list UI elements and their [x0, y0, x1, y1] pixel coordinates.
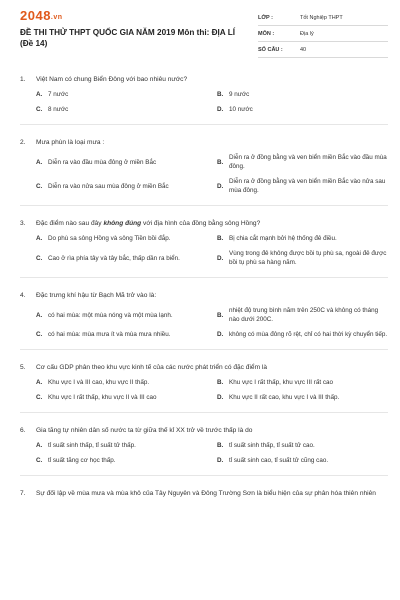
option-text: 8 nước: [48, 106, 69, 113]
question-emphasis: không đúng: [103, 220, 142, 227]
option-text: Diễn ra vào đầu mùa đông ở miền Bắc: [48, 158, 157, 166]
answer-option[interactable]: [36, 234, 207, 243]
option-text: 9 nước: [229, 91, 250, 98]
option-letter: C.: [36, 182, 43, 190]
option-text: nhiệt độ trung bình năm trên 250C và không có tháng nào dưới 200C.: [229, 307, 379, 323]
answer-option[interactable]: [217, 249, 388, 267]
exam-meta: [258, 10, 388, 58]
answer-option[interactable]: [36, 393, 207, 402]
option-letter: B.: [217, 379, 224, 386]
answer-option[interactable]: [217, 153, 388, 171]
option-letter: D.: [217, 182, 224, 190]
option-text: Khu vực I rất thấp, khu vực II và III cao: [48, 394, 157, 401]
answer-option[interactable]: [217, 234, 388, 243]
answer-option[interactable]: [217, 306, 388, 324]
question-text-part: với địa hình của đồng bằng sông Hồng?: [141, 220, 261, 227]
answer-option[interactable]: [217, 378, 388, 387]
option-letter: A.: [36, 235, 43, 242]
option-text: có hai mùa: một mùa nóng và một mùa lạnh.: [48, 311, 173, 319]
answer-option[interactable]: [36, 177, 207, 195]
option-letter: D.: [217, 394, 224, 401]
question-1: [20, 75, 388, 125]
answer-option[interactable]: [217, 441, 388, 450]
question-number: 5.: [20, 364, 26, 371]
question-3: [20, 219, 388, 278]
answer-options: [36, 153, 388, 195]
question-6: [20, 426, 388, 476]
question-divider: [20, 124, 388, 125]
question-stem: [20, 219, 388, 229]
answer-option[interactable]: [217, 330, 388, 339]
question-stem: [20, 489, 388, 499]
option-text: Bị chia cắt mạnh bởi hệ thống đê điều.: [229, 235, 337, 242]
answer-option[interactable]: [36, 153, 207, 171]
answer-options: [36, 234, 388, 267]
question-divider: [20, 277, 388, 278]
answer-option[interactable]: [36, 441, 207, 450]
question-number: 7.: [20, 490, 26, 497]
question-divider: [20, 349, 388, 350]
question-text: [36, 219, 388, 229]
question-text: Việt Nam có chung Biển Đông với bao nhiêu nước?: [36, 76, 188, 83]
option-letter: B.: [217, 311, 224, 319]
question-2: [20, 138, 388, 206]
option-letter: D.: [217, 457, 224, 464]
answer-option[interactable]: [36, 378, 207, 387]
option-text: tỉ suất tăng cơ học thấp.: [48, 457, 116, 464]
question-text: Sự đối lập về mùa mưa và mùa khô của Tây Nguyên và Đông Trường Sơn là biểu hiện của sự phân hóa thiên nhiên: [36, 490, 376, 497]
option-letter: B.: [217, 442, 224, 449]
answer-option[interactable]: [36, 330, 207, 339]
option-text: tỉ suất sinh thấp, tỉ suất tử thấp.: [48, 442, 136, 449]
option-text: tỉ suất sinh cao, tỉ suất tử cũng cao.: [229, 457, 329, 464]
option-letter: C.: [36, 457, 43, 464]
question-divider: [20, 412, 388, 413]
meta-subject: MÔN : Địa lý: [258, 26, 388, 42]
exam-header: [20, 8, 388, 62]
option-letter: C.: [36, 331, 43, 338]
answer-option[interactable]: [36, 306, 207, 324]
option-letter: D.: [217, 331, 224, 338]
question-text: Mưa phùn là loại mưa :: [36, 139, 105, 146]
site-logo[interactable]: 2048.vn: [20, 8, 63, 23]
option-text: Do phù sa sông Hồng và sông Tiền bồi đắp.: [48, 235, 171, 242]
question-divider: [20, 475, 388, 476]
option-text: Khu vực I và III cao, khu vực II thấp.: [48, 379, 150, 386]
answer-option[interactable]: [217, 177, 388, 195]
option-text: không có mùa đông rõ rệt, chỉ có hai thời kỳ chuyển tiếp.: [229, 331, 388, 338]
question-stem: [20, 363, 388, 373]
question-divider: [20, 205, 388, 206]
option-text: Khu vực I rất thấp, khu vực III rất cao: [229, 379, 333, 386]
answer-options: [36, 90, 388, 114]
meta-question-count: SỐ CÂU : 40: [258, 42, 388, 58]
answer-option[interactable]: [36, 90, 207, 99]
exam-title: ĐỀ THI THỬ THPT QUỐC GIA NĂM 2019 Môn thi: ĐỊA LÍ (Đề 14): [20, 28, 235, 48]
option-text: có hai mùa: mùa mưa ít và mùa mưa nhiều.: [48, 331, 171, 338]
option-letter: A.: [36, 158, 43, 166]
option-letter: D.: [217, 254, 224, 262]
answer-option[interactable]: [217, 105, 388, 114]
question-number: 3.: [20, 220, 26, 227]
question-number: 4.: [20, 292, 26, 299]
question-list: [20, 75, 388, 499]
option-text: 7 nước: [48, 91, 69, 98]
option-letter: A.: [36, 379, 43, 386]
option-text: Khu vực II rất cao, khu vực I và III thấp.: [229, 394, 340, 401]
option-text: Cao ở rìa phía tây và tây bắc, thấp dần ra biển.: [48, 254, 180, 262]
question-stem: [20, 291, 388, 301]
option-letter: C.: [36, 106, 43, 113]
option-letter: A.: [36, 91, 43, 98]
question-text: Gia tăng tự nhiên dân số nước ta từ giữa thế kỉ XX trở về trước thấp là do: [36, 427, 253, 434]
option-letter: B.: [217, 91, 224, 98]
question-7: [20, 489, 388, 499]
answer-option[interactable]: [36, 456, 207, 465]
option-letter: D.: [217, 106, 224, 113]
question-number: 1.: [20, 76, 26, 83]
option-letter: A.: [36, 442, 43, 449]
question-text: Đặc trưng khí hậu từ Bạch Mã trở vào là:: [36, 292, 157, 299]
option-letter: A.: [36, 311, 43, 319]
answer-option[interactable]: [36, 249, 207, 267]
answer-options: [36, 441, 388, 465]
option-text: 10 nước: [229, 106, 253, 113]
question-stem: [20, 138, 388, 148]
answer-option[interactable]: [217, 456, 388, 465]
question-stem: [20, 75, 388, 85]
meta-class: LỚP : Tốt Nghiệp THPT: [258, 10, 388, 26]
option-text: tỉ suất sinh thấp, tỉ suất tử cao.: [229, 442, 315, 449]
option-text: Diễn ra ở đồng bằng và ven biển miền Bắc vào nửa sau mùa đông.: [229, 178, 386, 194]
option-letter: C.: [36, 394, 43, 401]
question-text: Cơ cấu GDP phân theo khu vực kinh tế của các nước phát triển có đặc điểm là: [36, 364, 268, 371]
answer-option[interactable]: [217, 393, 388, 402]
option-letter: C.: [36, 254, 43, 262]
question-5: [20, 363, 388, 413]
option-letter: B.: [217, 158, 224, 166]
option-text: Diễn ra vào nửa sau mùa đông ở miền Bắc: [48, 182, 169, 190]
question-text-part: Đặc điểm nào sau đây: [36, 220, 104, 227]
option-text: Vùng trong đê không được bồi tụ phù sa, ngoài đê được bồi tụ phù sa hàng năm.: [229, 250, 387, 266]
answer-option[interactable]: [36, 105, 207, 114]
option-letter: B.: [217, 235, 224, 242]
question-number: 6.: [20, 427, 26, 434]
question-4: [20, 291, 388, 350]
answer-option[interactable]: [217, 90, 388, 99]
option-text: Diễn ra ở đồng bằng và ven biển miền Bắc vào đầu mùa đông.: [229, 154, 387, 170]
answer-options: [36, 378, 388, 402]
question-stem: [20, 426, 388, 436]
answer-options: [36, 306, 388, 339]
question-number: 2.: [20, 139, 26, 146]
